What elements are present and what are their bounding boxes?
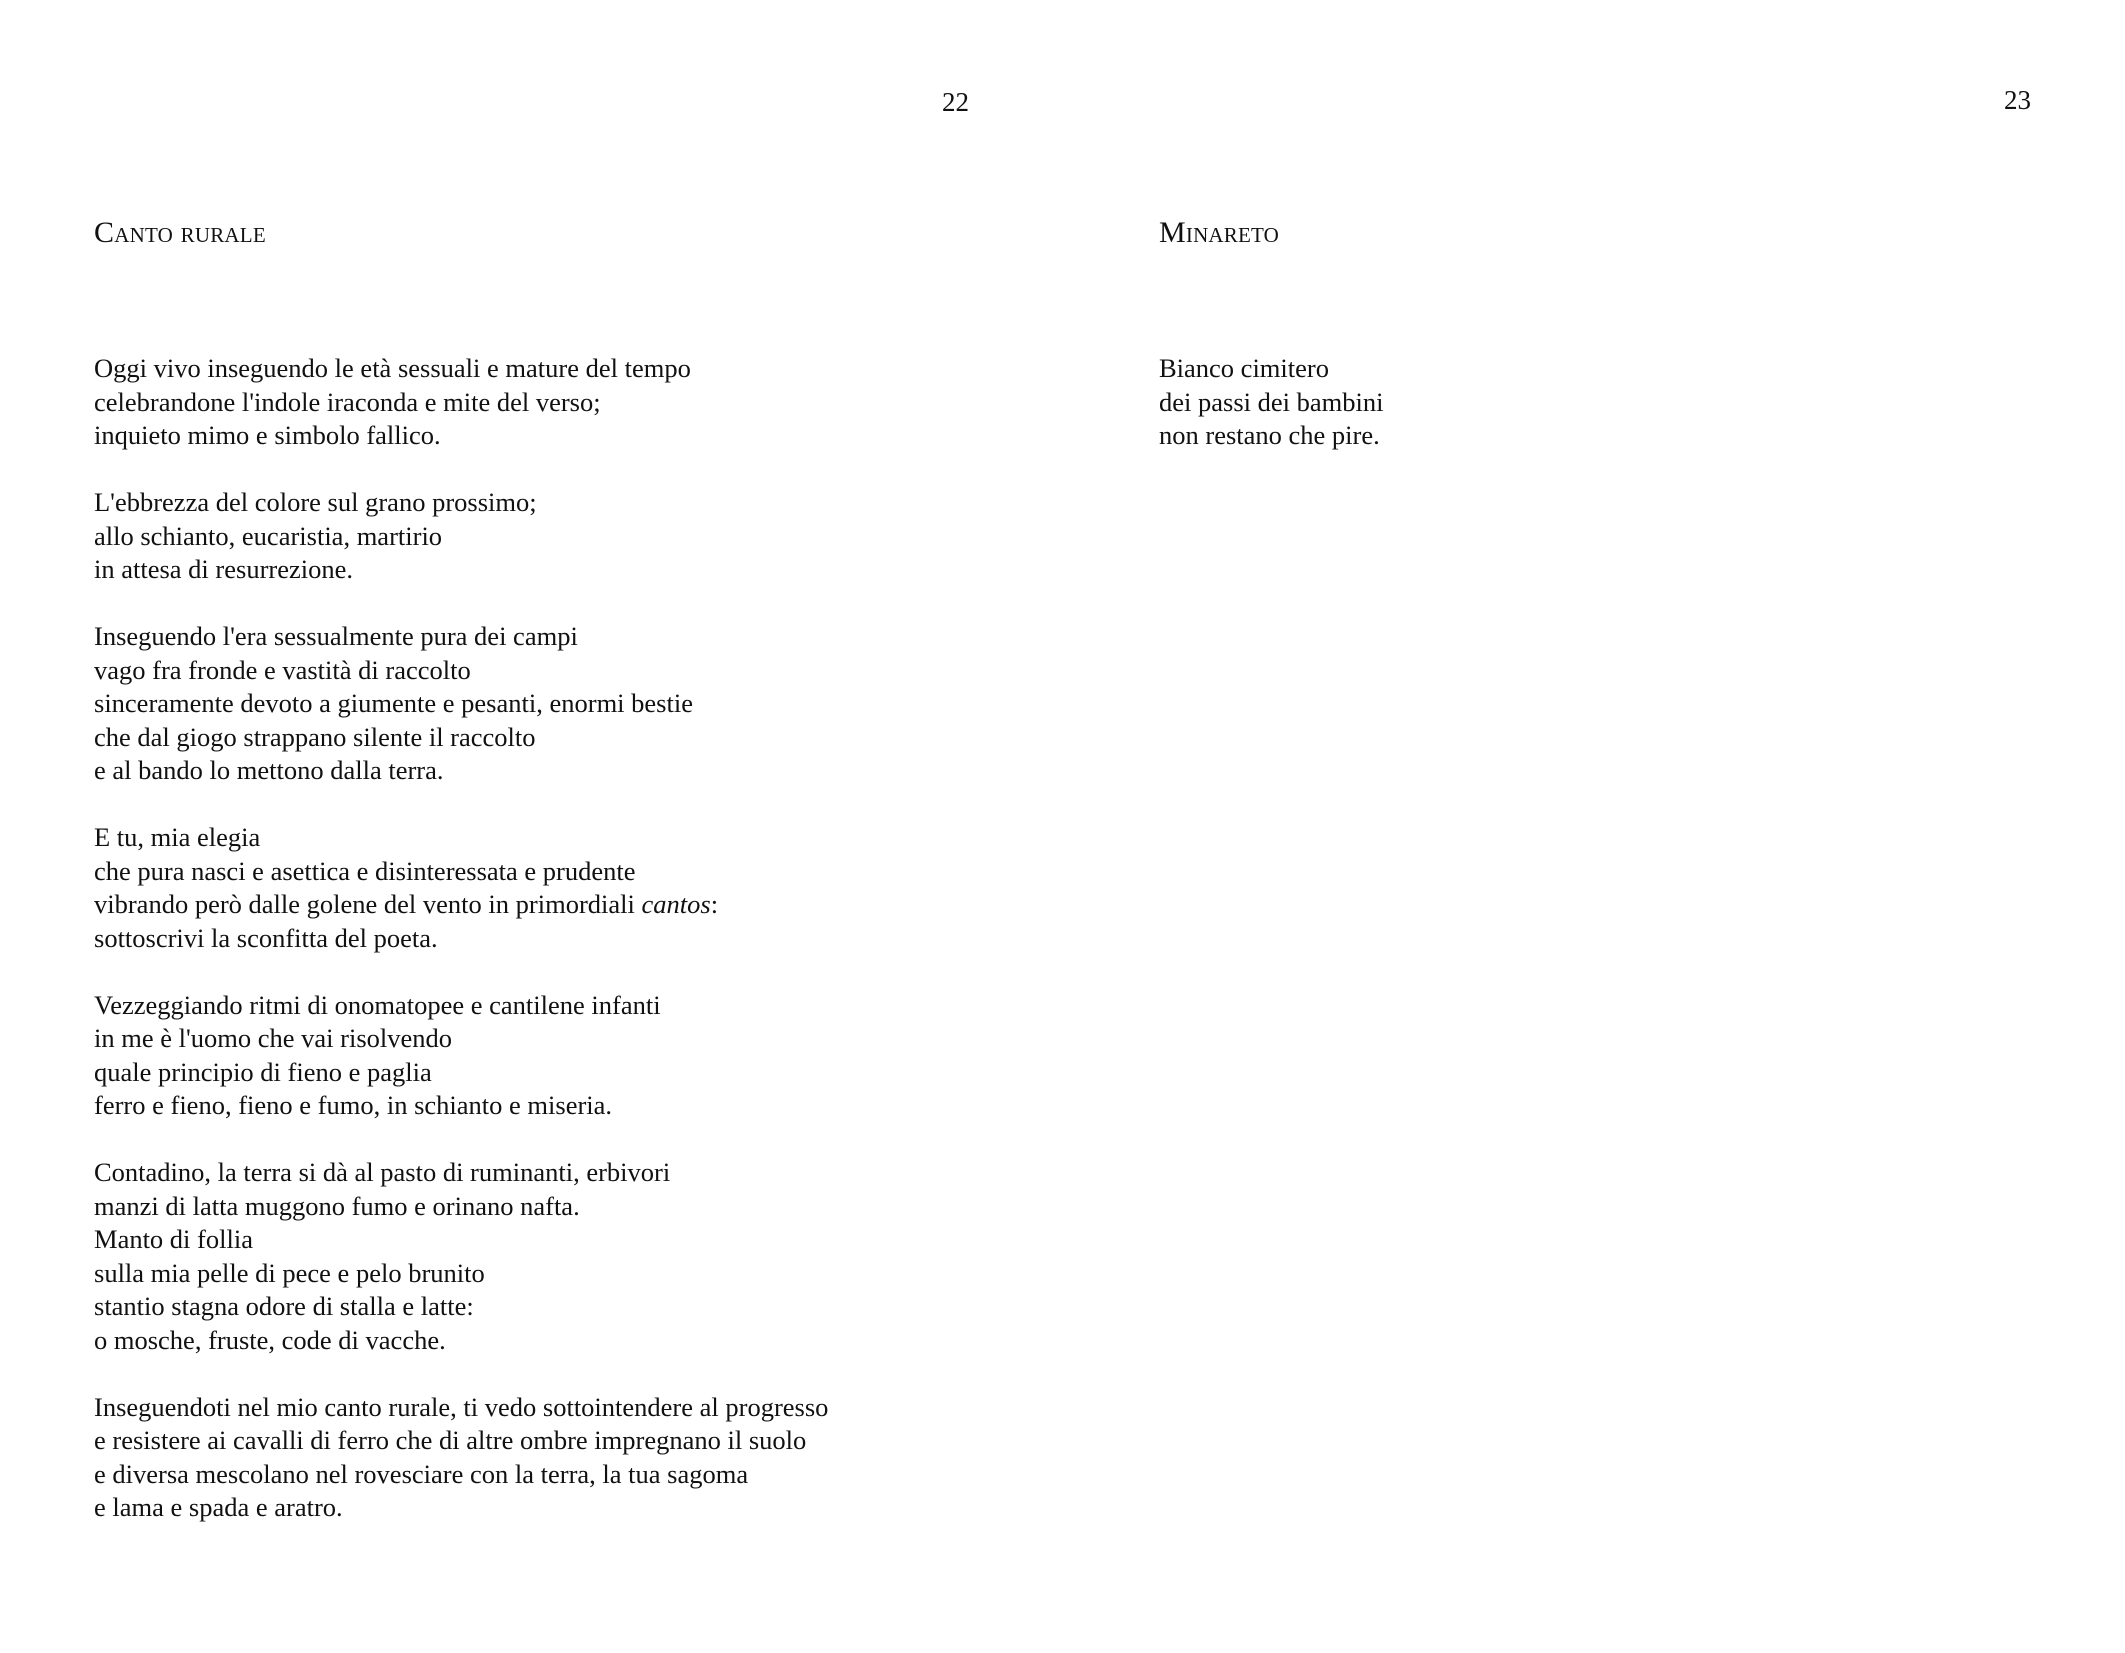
stanza xyxy=(94,1156,828,1357)
verse-text: vibrando però dalle golene del vento in primordiali xyxy=(94,889,642,919)
stanza xyxy=(1159,352,1383,453)
verse-line: quale principio di fieno e paglia xyxy=(94,1056,432,1087)
verse-line: ferro e fieno, fieno e fumo, in schianto e miseria. xyxy=(94,1090,613,1120)
verse-line: o mosche, fruste, code di vacche. xyxy=(94,1324,446,1355)
verse-line: sottoscrivi la sconfitta del poeta. xyxy=(94,922,438,953)
poem-title: Canto rurale xyxy=(94,216,266,249)
stanza xyxy=(94,620,828,788)
verse-line xyxy=(94,888,828,922)
verse-line: dei passi dei bambini xyxy=(1159,386,1384,417)
page-number: 22 xyxy=(942,87,969,117)
verse-line: inquieto mimo e simbolo fallico. xyxy=(94,420,441,450)
poem-body xyxy=(94,352,828,1558)
verse-line: Vezzeggiando ritmi di onomatopee e cantilene infanti xyxy=(94,989,661,1020)
verse-line: manzi di latta muggono fumo e orinano nafta. xyxy=(94,1190,580,1221)
poem-title: Minareto xyxy=(1159,216,1280,249)
verse-line: Oggi vivo inseguendo le età sessuali e mature del tempo xyxy=(94,353,691,383)
verse-line: e resistere ai cavalli di ferro che di altre ombre impregnano il suolo xyxy=(94,1425,807,1455)
verse-line: stantio stagna odore di stalla e latte: xyxy=(94,1291,474,1321)
right-page xyxy=(1062,0,2125,1653)
verse-line: che dal giogo strappano silente il raccolto xyxy=(94,721,536,752)
page-number: 23 xyxy=(2004,85,2031,115)
verse-line: Contadino, la terra si dà al pasto di ruminanti, erbivori xyxy=(94,1157,671,1187)
poem-body xyxy=(1159,352,1383,486)
verse-line: Inseguendo l'era sessualmente pura dei campi xyxy=(94,621,578,651)
verse-line: E tu, mia elegia xyxy=(94,822,261,852)
verse-line: sinceramente devoto a giumente e pesanti, enormi bestie xyxy=(94,688,693,718)
left-page xyxy=(0,0,1062,1653)
stanza xyxy=(94,821,828,955)
stanza xyxy=(94,352,828,453)
stanza xyxy=(94,1391,828,1525)
italic-word: cantos xyxy=(641,889,711,919)
verse-line: Inseguendoti nel mio canto rurale, ti vedo sottointendere al progresso xyxy=(94,1391,829,1422)
stanza xyxy=(94,989,828,1123)
verse-line: L'ebbrezza del colore sul grano prossimo; xyxy=(94,487,537,517)
verse-line: celebrandone l'indole iraconda e mite del verso; xyxy=(94,386,601,417)
verse-line: allo schianto, eucaristia, martirio xyxy=(94,520,443,551)
verse-line: vago fra fronde e vastità di raccolto xyxy=(94,654,471,685)
verse-line: sulla mia pelle di pece e pelo brunito xyxy=(94,1257,485,1288)
verse-line: e lama e spada e aratro. xyxy=(94,1492,343,1522)
verse-line: Bianco cimitero xyxy=(1159,353,1329,383)
verse-line: e diversa mescolano nel rovesciare con la terra, la tua sagoma xyxy=(94,1458,749,1489)
stanza xyxy=(94,486,828,587)
verse-line: Manto di follia xyxy=(94,1224,253,1254)
verse-line: non restano che pire. xyxy=(1159,420,1380,450)
verse-punctuation: : xyxy=(710,889,719,919)
verse-line: che pura nasci e asettica e disinteressata e prudente xyxy=(94,855,636,886)
verse-line: in me è l'uomo che vai risolvendo xyxy=(94,1023,453,1053)
verse-line: in attesa di resurrezione. xyxy=(94,554,353,584)
verse-line: e al bando lo mettono dalla terra. xyxy=(94,755,444,785)
